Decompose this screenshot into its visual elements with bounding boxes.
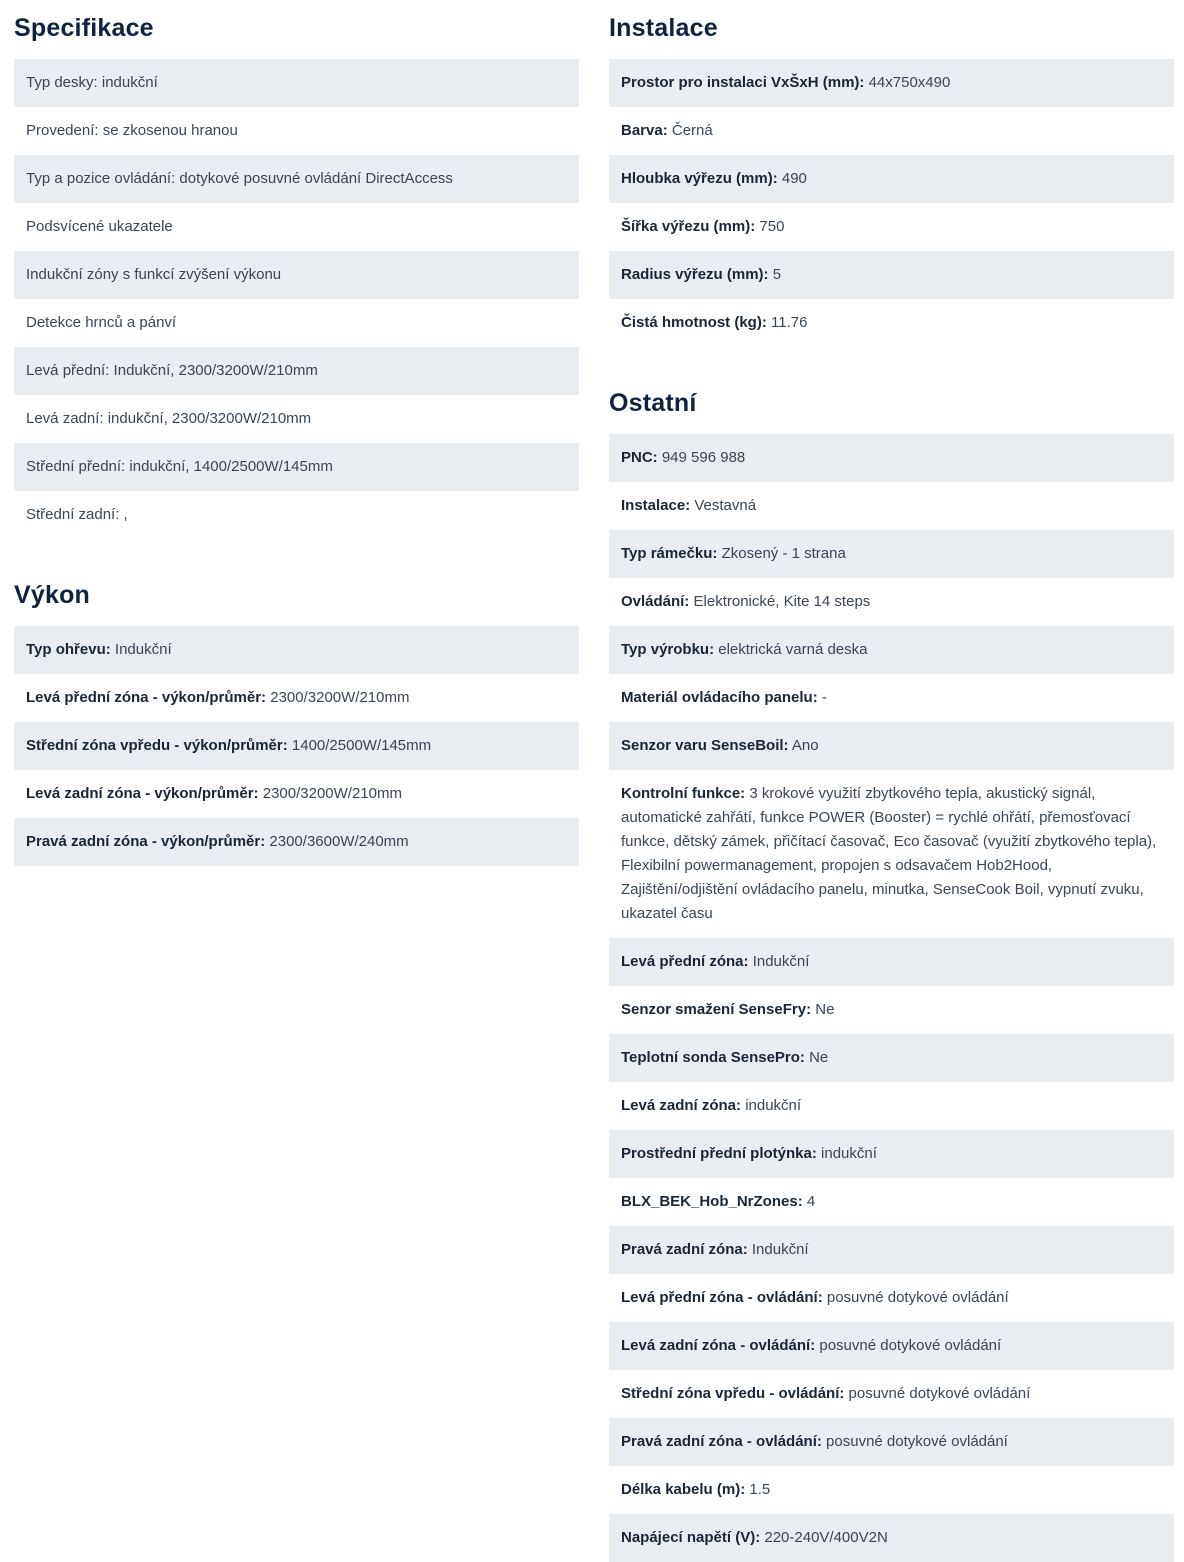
- row-value: Indukční: [748, 953, 810, 970]
- instalace-row: [609, 155, 1174, 203]
- ostatni-row: [609, 482, 1174, 530]
- spec-row: Levá zadní: indukční, 2300/3200W/210mm: [26, 410, 312, 427]
- row-value: 1.5: [745, 1481, 771, 1498]
- right-column: [609, 0, 1174, 1562]
- ostatni-row: [609, 1370, 1174, 1418]
- ostatni-row: [609, 1034, 1174, 1082]
- row-value: posuvné dotykové ovládání: [822, 1289, 1009, 1306]
- ostatni-row: [609, 770, 1174, 938]
- row-value: posuvné dotykové ovládání: [844, 1385, 1031, 1402]
- row-value: 2300/3200W/210mm: [258, 785, 402, 802]
- row-label: Napájecí napětí (V):: [621, 1529, 761, 1546]
- row-value: 490: [777, 170, 807, 187]
- instalace-list: [609, 59, 1174, 347]
- row-value: 949 596 988: [657, 449, 746, 466]
- ostatni-row: [609, 1514, 1174, 1562]
- row-label: Čistá hmotnost (kg):: [621, 314, 767, 331]
- row-label: Barva:: [621, 122, 668, 139]
- row-value: indukční: [741, 1097, 802, 1114]
- ostatni-row: [609, 434, 1174, 482]
- section-title-instalace: Instalace: [609, 14, 718, 42]
- section-instalace: [609, 0, 1174, 347]
- spec-row: Typ a pozice ovládání: dotykové posuvné ovládání DirectAccess: [14, 155, 579, 203]
- row-label: Pravá zadní zóna - výkon/průměr:: [26, 833, 266, 850]
- row-value: Elektronické, Kite 14 steps: [689, 593, 871, 610]
- ostatni-row: [609, 1178, 1174, 1226]
- spec-row: Typ desky: indukční: [14, 59, 579, 107]
- row-value: -: [817, 689, 827, 706]
- section-title-vykon: Výkon: [14, 581, 91, 609]
- row-label: Prostřední přední plotýnka:: [621, 1145, 817, 1162]
- row-value: indukční: [816, 1145, 877, 1162]
- row-label: Levá zadní zóna - výkon/průměr:: [26, 785, 259, 802]
- ostatni-row: [609, 674, 1174, 722]
- spec-row: Indukční zóny s funkcí zvýšení výkonu: [14, 251, 579, 299]
- spec-row: Střední přední: indukční, 1400/2500W/145mm: [14, 443, 579, 491]
- spec-row: Provedení: se zkosenou hranou: [26, 122, 238, 139]
- ostatni-row: [609, 1322, 1174, 1370]
- instalace-row: [609, 203, 1174, 251]
- row-value: 2300/3200W/210mm: [266, 689, 410, 706]
- row-label: Délka kabelu (m):: [621, 1481, 746, 1498]
- row-label: Pravá zadní zóna:: [621, 1241, 748, 1258]
- row-label: Pravá zadní zóna - ovládání:: [621, 1433, 822, 1450]
- row-value: 4: [802, 1193, 816, 1210]
- ostatni-row: [609, 530, 1174, 578]
- row-value: 220-240V/400V2N: [760, 1529, 888, 1546]
- row-value: Ne: [804, 1049, 829, 1066]
- spec-list: [14, 59, 579, 539]
- row-value: 750: [755, 218, 785, 235]
- ostatni-row: [609, 722, 1174, 770]
- row-value: 1400/2500W/145mm: [287, 737, 432, 754]
- vykon-row: [14, 626, 579, 674]
- row-value: Vestavná: [690, 497, 757, 514]
- section-ostatni: [609, 375, 1174, 1562]
- spec-row: Levá přední: Indukční, 2300/3200W/210mm: [14, 347, 579, 395]
- section-title-specifikace: Specifikace: [14, 14, 154, 42]
- instalace-row: [609, 251, 1174, 299]
- row-value: Černá: [667, 122, 713, 139]
- ostatni-row: [609, 938, 1174, 986]
- row-label: Ovládání:: [621, 593, 690, 610]
- row-label: Šířka výřezu (mm):: [621, 218, 756, 235]
- section-specifikace: [14, 0, 579, 539]
- row-label: Střední zóna vpředu - ovládání:: [621, 1385, 845, 1402]
- row-label: Levá přední zóna - ovládání:: [621, 1289, 823, 1306]
- ostatni-row: [609, 1274, 1174, 1322]
- ostatni-row: [609, 626, 1174, 674]
- instalace-row: [609, 299, 1174, 347]
- row-value: 2300/3600W/240mm: [265, 833, 409, 850]
- row-label: Levá zadní zóna:: [621, 1097, 742, 1114]
- row-label: Instalace:: [621, 497, 691, 514]
- row-label: BLX_BEK_Hob_NrZones:: [621, 1193, 803, 1210]
- ostatni-row: [609, 1082, 1174, 1130]
- ostatni-row: [609, 1418, 1174, 1466]
- row-value: 44x750x490: [864, 74, 951, 91]
- row-value: posuvné dotykové ovládání: [815, 1337, 1002, 1354]
- ostatni-list: [609, 434, 1174, 1562]
- spec-row: Střední zadní: ,: [26, 506, 128, 523]
- row-label: Teplotní sonda SensePro:: [621, 1049, 805, 1066]
- vykon-row: [14, 722, 579, 770]
- vykon-row: [14, 818, 579, 866]
- left-column: [14, 0, 579, 866]
- row-label: Typ výrobku:: [621, 641, 715, 658]
- row-label: Typ rámečku:: [621, 545, 718, 562]
- row-value: Ano: [788, 737, 819, 754]
- row-value: Indukční: [110, 641, 172, 658]
- spec-row: Detekce hrnců a pánví: [26, 314, 177, 331]
- ostatni-row: [609, 1130, 1174, 1178]
- row-value: 3 krokové využití zbytkového tepla, akustický signál, automatické zahřátí, funkce POWER (Booster) = rychlé ohřátí, přemosťovací funkce, dětský zámek, přičítací časovač, Eco časovač (využití zbytkového tepla), Flexibilní powermanagement, propojen s odsavačem Hob2Hood, Zajištění/odjištění ovládacího panelu, minutka, SenseCook Boil, vypnutí zvuku, ukazatel času: [621, 785, 1157, 922]
- row-value: posuvné dotykové ovládání: [821, 1433, 1008, 1450]
- vykon-row: [14, 770, 579, 818]
- ostatni-row: [609, 578, 1174, 626]
- row-label: PNC:: [621, 449, 658, 466]
- row-value: 11.76: [766, 314, 808, 331]
- vykon-row: [14, 674, 579, 722]
- row-label: Senzor smažení SenseFry:: [621, 1001, 812, 1018]
- row-label: Levá přední zóna:: [621, 953, 749, 970]
- row-label: Prostor pro instalaci VxŠxH (mm):: [621, 74, 865, 91]
- instalace-row: [609, 107, 1174, 155]
- ostatni-row: [609, 1226, 1174, 1274]
- section-vykon: [14, 567, 579, 866]
- row-label: Radius výřezu (mm):: [621, 266, 769, 283]
- ostatni-row: [609, 986, 1174, 1034]
- row-label: Kontrolní funkce:: [621, 785, 746, 802]
- row-value: Zkosený - 1 strana: [717, 545, 846, 562]
- row-value: Indukční: [747, 1241, 809, 1258]
- row-label: Hloubka výřezu (mm):: [621, 170, 778, 187]
- row-value: Ne: [811, 1001, 835, 1018]
- row-value: 5: [768, 266, 782, 283]
- row-label: Typ ohřevu:: [26, 641, 111, 658]
- row-label: Střední zóna vpředu - výkon/průměr:: [26, 737, 288, 754]
- row-label: Levá zadní zóna - ovládání:: [621, 1337, 816, 1354]
- instalace-row: [609, 59, 1174, 107]
- row-label: Levá přední zóna - výkon/průměr:: [26, 689, 267, 706]
- row-label: Materiál ovládacího panelu:: [621, 689, 818, 706]
- vykon-list: [14, 626, 579, 866]
- row-label: Senzor varu SenseBoil:: [621, 737, 789, 754]
- row-value: elektrická varná deska: [714, 641, 868, 658]
- section-title-ostatni: Ostatní: [609, 389, 697, 417]
- spec-row: Podsvícené ukazatele: [26, 218, 173, 235]
- ostatni-row: [609, 1466, 1174, 1514]
